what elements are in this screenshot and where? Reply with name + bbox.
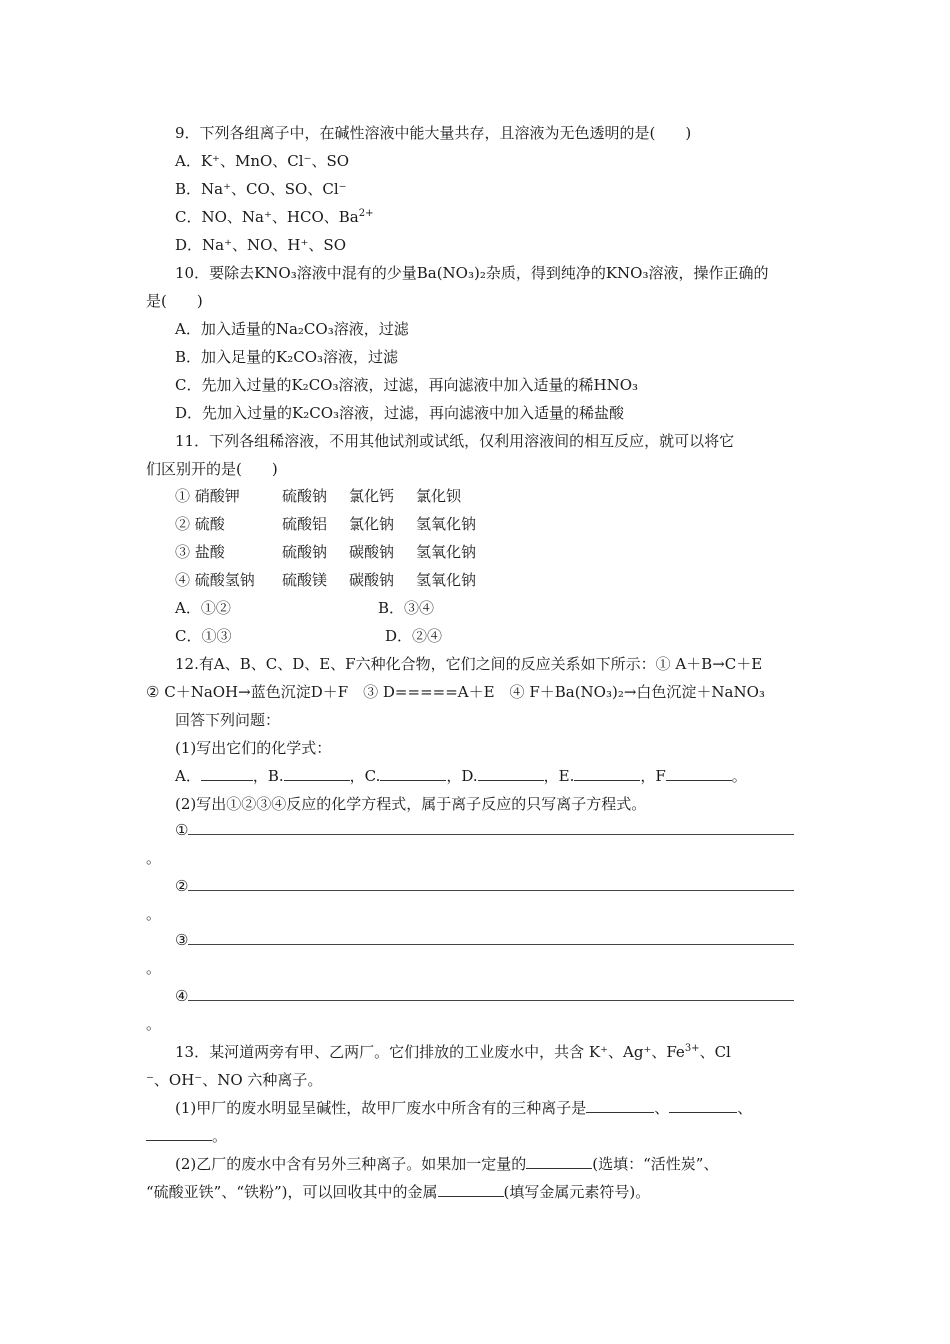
q13-part1-text: (1)甲厂的废水明显呈碱性，故甲厂废水中所含有的三种离子是 xyxy=(175,1099,587,1117)
formula-blank-c[interactable] xyxy=(380,766,446,781)
q9-option-d: D．Na⁺、NO、H⁺、SO xyxy=(175,236,347,254)
equation-answer-line[interactable] xyxy=(188,820,794,835)
q13-part2-choices-cont: “硫酸亚铁”、“铁粉”)，可以回收其中的金属 xyxy=(146,1183,438,1201)
q11-cell: ③ 盐酸 xyxy=(175,543,225,561)
q13-part2-cont xyxy=(146,1182,650,1202)
q13-stem-line2: ⁻、OH⁻、NO 六种离子。 xyxy=(146,1071,323,1089)
q11-cell: 碳酸钠 xyxy=(349,543,395,561)
separator: 、 xyxy=(654,1099,670,1117)
formula-blank-d[interactable] xyxy=(478,766,544,781)
q9-stem: 9．下列各组离子中，在碱性溶液中能大量共存，且溶液为无色透明的是( ) xyxy=(175,124,692,142)
formula-label-d: ，D. xyxy=(446,767,478,785)
equation-mark: ① xyxy=(175,821,189,839)
q10-option-d: D．先加入过量的K₂CO₃溶液，过滤，再向滤液中加入适量的稀盐酸 xyxy=(175,404,625,422)
q12-formula-line xyxy=(175,766,747,786)
q11-cell: 硫酸镁 xyxy=(282,571,328,589)
q11-option-c: C．①③ xyxy=(175,627,232,645)
ion-blank-1[interactable] xyxy=(586,1098,654,1113)
q13-part2-choices: (选填：“活性炭”、 xyxy=(592,1155,719,1173)
q13-stem-text: 13．某河道两旁有甲、乙两厂。它们排放的工业废水中，共含 K⁺、Ag⁺、Fe xyxy=(175,1043,685,1061)
formula-blank-b[interactable] xyxy=(284,766,350,781)
q11-cell: 氢氧化钠 xyxy=(416,571,477,589)
formula-label-a: A． xyxy=(175,767,201,785)
q12-intro: 回答下列问题： xyxy=(175,711,281,729)
q12-equation-2 xyxy=(175,876,794,896)
q11-cell: ② 硫酸 xyxy=(175,515,225,533)
q11-cell: ① 硝酸钾 xyxy=(175,487,240,505)
q10-option-a: A．加入适量的Na₂CO₃溶液，过滤 xyxy=(175,320,409,338)
equation-mark: ② xyxy=(175,877,189,895)
q12-equation-1 xyxy=(175,820,794,840)
equation-mark: ③ xyxy=(175,931,189,949)
q11-cell: 硫酸铝 xyxy=(282,515,328,533)
q12-equation-4 xyxy=(175,986,794,1006)
equation-answer-line[interactable] xyxy=(188,986,794,1001)
q13-part1 xyxy=(175,1098,752,1118)
equation-answer-line[interactable] xyxy=(188,876,794,891)
formula-label-e: ，E. xyxy=(543,767,575,785)
q13-fe-charge: 3+ xyxy=(684,1043,700,1054)
q11-cell: 氯化钡 xyxy=(416,487,462,505)
equation-answer-line[interactable] xyxy=(188,930,794,945)
q12-part2: (2)写出①②③④反应的化学方程式，属于离子反应的只写离子方程式。 xyxy=(175,795,647,813)
formula-blank-a[interactable] xyxy=(201,766,253,781)
q11-option-d: D．②④ xyxy=(385,627,443,645)
q9-option-a: A．K⁺、MnO、Cl⁻、SO xyxy=(175,152,350,170)
q12-equation-3 xyxy=(175,930,794,950)
q11-cell: 硫酸钠 xyxy=(282,543,328,561)
q13-part1-end: 。 xyxy=(212,1127,228,1145)
formula-label-f: ，F xyxy=(640,767,666,785)
separator: 、 xyxy=(737,1099,753,1117)
equation-period: 。 xyxy=(146,849,162,867)
q10-option-b: B．加入足量的K₂CO₃溶液，过滤 xyxy=(175,348,399,366)
q9-option-b: B．Na⁺、CO、SO、Cl⁻ xyxy=(175,180,347,198)
q11-option-a: A．①② xyxy=(175,599,231,617)
q13-stem-line1 xyxy=(175,1042,731,1062)
q13-stem-tail: 、Cl xyxy=(699,1043,731,1061)
q9-option-c xyxy=(175,207,373,227)
q13-part2 xyxy=(175,1154,718,1174)
q11-cell: 碳酸钠 xyxy=(349,571,395,589)
q12-stem-line2: ② C＋NaOH→蓝色沉淀D＋F ③ D=====A＋E ④ F＋Ba(NO₃)₂→白色沉淀＋NaNO₃ xyxy=(146,683,765,701)
equation-period: 。 xyxy=(146,1015,162,1033)
q11-stem-line1: 11．下列各组稀溶液，不用其他试剂或试纸，仅利用溶液间的相互反应，就可以将它 xyxy=(175,432,735,450)
formula-blank-f[interactable] xyxy=(666,766,732,781)
q11-cell: 氢氧化钠 xyxy=(416,543,477,561)
q12-part1: (1)写出它们的化学式： xyxy=(175,739,332,757)
ion-blank-2[interactable] xyxy=(669,1098,737,1113)
formula-label-c: ，C. xyxy=(349,767,381,785)
formula-label-b: ，B. xyxy=(252,767,284,785)
q11-cell: 氯化钙 xyxy=(349,487,395,505)
q11-cell: 氢氧化钠 xyxy=(416,515,477,533)
q10-option-c: C．先加入过量的K₂CO₃溶液，过滤，再向滤液中加入适量的稀HNO₃ xyxy=(175,376,639,394)
q11-stem-line2: 们区别开的是( ) xyxy=(146,460,278,478)
q11-cell: ④ 硫酸氢钠 xyxy=(175,571,255,589)
q11-cell: 硫酸钠 xyxy=(282,487,328,505)
q11-option-b: B．③④ xyxy=(378,599,435,617)
metal-blank[interactable] xyxy=(438,1182,504,1197)
equation-period: 。 xyxy=(146,905,162,923)
equation-period: 。 xyxy=(146,959,162,977)
q10-stem-line1: 10．要除去KNO₃溶液中混有的少量Ba(NO₃)₂杂质，得到纯净的KNO₃溶液，操作正确的 xyxy=(175,264,769,282)
q12-stem-line1: 12.有A、B、C、D、E、F六种化合物，它们之间的反应关系如下所示：① A＋B→C＋E xyxy=(175,655,763,673)
q13-part2-text: (2)乙厂的废水中含有另外三种离子。如果加一定量的 xyxy=(175,1155,527,1173)
formula-end: 。 xyxy=(731,767,747,785)
q13-part1-cont xyxy=(146,1126,227,1146)
equation-mark: ④ xyxy=(175,987,189,1005)
ion-blank-3[interactable] xyxy=(146,1126,212,1141)
formula-blank-e[interactable] xyxy=(574,766,640,781)
reagent-blank[interactable] xyxy=(526,1154,592,1169)
q10-stem-line2: 是( ) xyxy=(146,292,203,310)
q13-part2-end: (填写金属元素符号)。 xyxy=(503,1183,651,1201)
q9-option-c-charge: 2+ xyxy=(358,208,374,219)
q9-option-c-text: C．NO、Na⁺、HCO、Ba xyxy=(175,208,359,226)
q11-cell: 氯化钠 xyxy=(349,515,395,533)
